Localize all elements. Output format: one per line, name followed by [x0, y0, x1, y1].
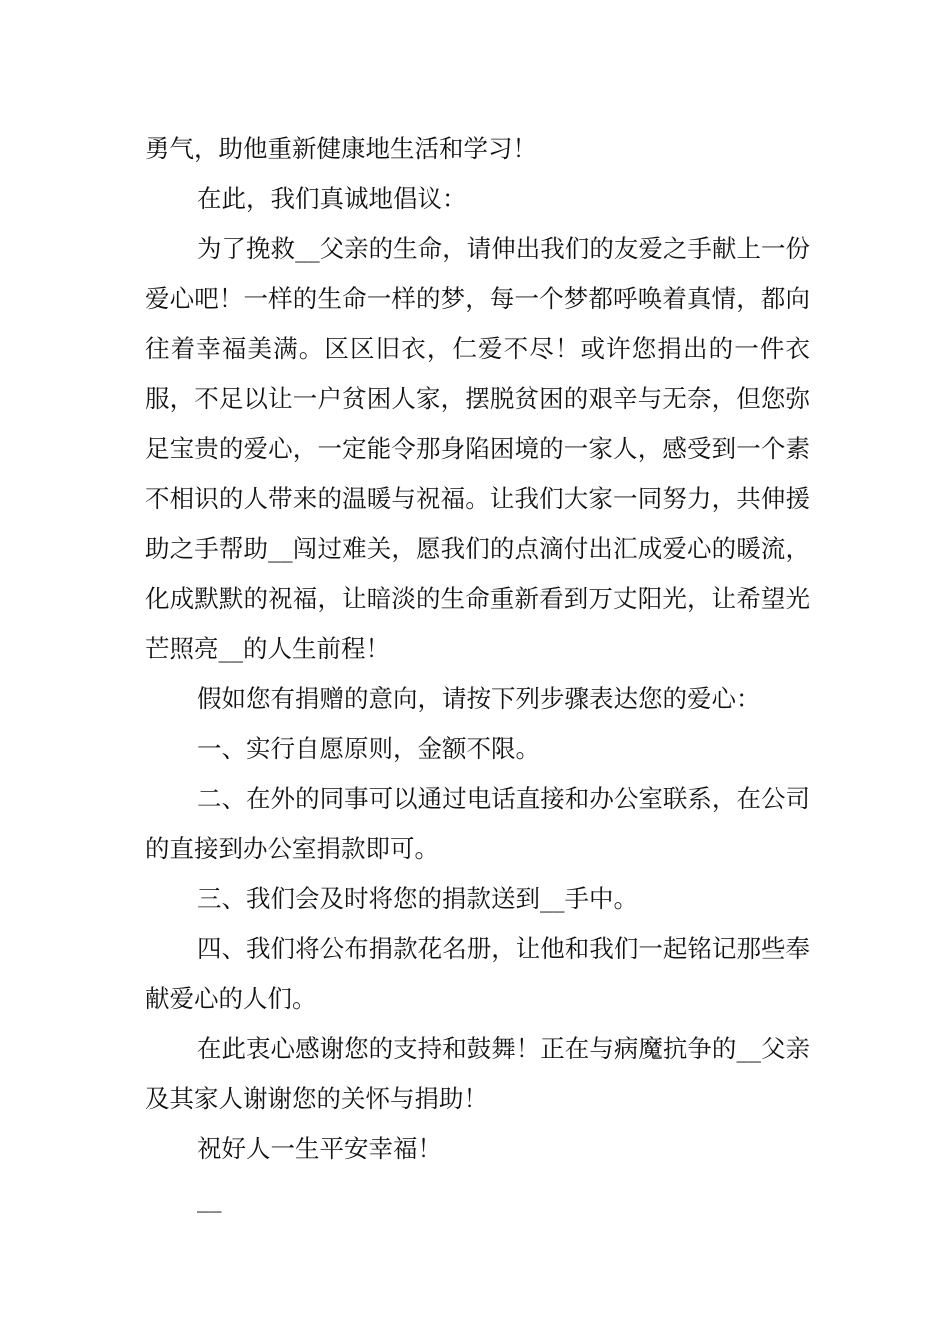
paragraph-blessing: 祝好人一生平安幸福！: [197, 1134, 442, 1163]
paragraph-proposal-intro: 在此，我们真诚地倡议：: [197, 184, 467, 213]
paragraph-step-one: 一、实行自愿原则，金额不限。: [197, 734, 540, 763]
paragraph-step-four: 四、我们将公布捐款花名册，让他和我们一起铭记那些奉献爱心的人们。: [145, 934, 810, 1013]
paragraph-thanks: 在此衷心感谢您的支持和鼓舞！正在与病魔抗争的__父亲及其家人谢谢您的关怀与捐助！: [145, 1034, 810, 1113]
paragraph-appeal: 为了挽救__父亲的生命，请伸出我们的友爱之手献上一份爱心吧！一样的生命一样的梦，每一个梦都呼唤着真情，都向往着幸福美满。区区旧衣，仁爱不尽！或许您捐出的一件衣服，不足以让一户贫困人家，摆脱贫困的艰辛与无奈，但您弥足宝贵的爱心，一定能令那身陷困境的一家人，感受到一个素不相识的人带来的温暖与祝福。让我们大家一同努力，共伸援助之手帮助__闯过难关，愿我们的点滴付出汇成爱心的暖流，化成默默的祝福，让暗淡的生命重新看到万丈阳光，让希望光芒照亮__的人生前程！: [145, 234, 810, 663]
paragraph-donation-steps-intro: 假如您有捐赠的意向，请按下列步骤表达您的爱心：: [197, 684, 761, 713]
paragraph-step-two: 二、在外的同事可以通过电话直接和办公室联系，在公司的直接到办公室捐款即可。: [145, 784, 810, 863]
paragraph-continuation: 勇气，助他重新健康地生活和学习！: [145, 134, 537, 163]
paragraph-signature-blank: __: [197, 1184, 222, 1213]
paragraph-step-three: 三、我们会及时将您的捐款送到__手中。: [197, 884, 638, 913]
document-body: [145, 124, 810, 1224]
